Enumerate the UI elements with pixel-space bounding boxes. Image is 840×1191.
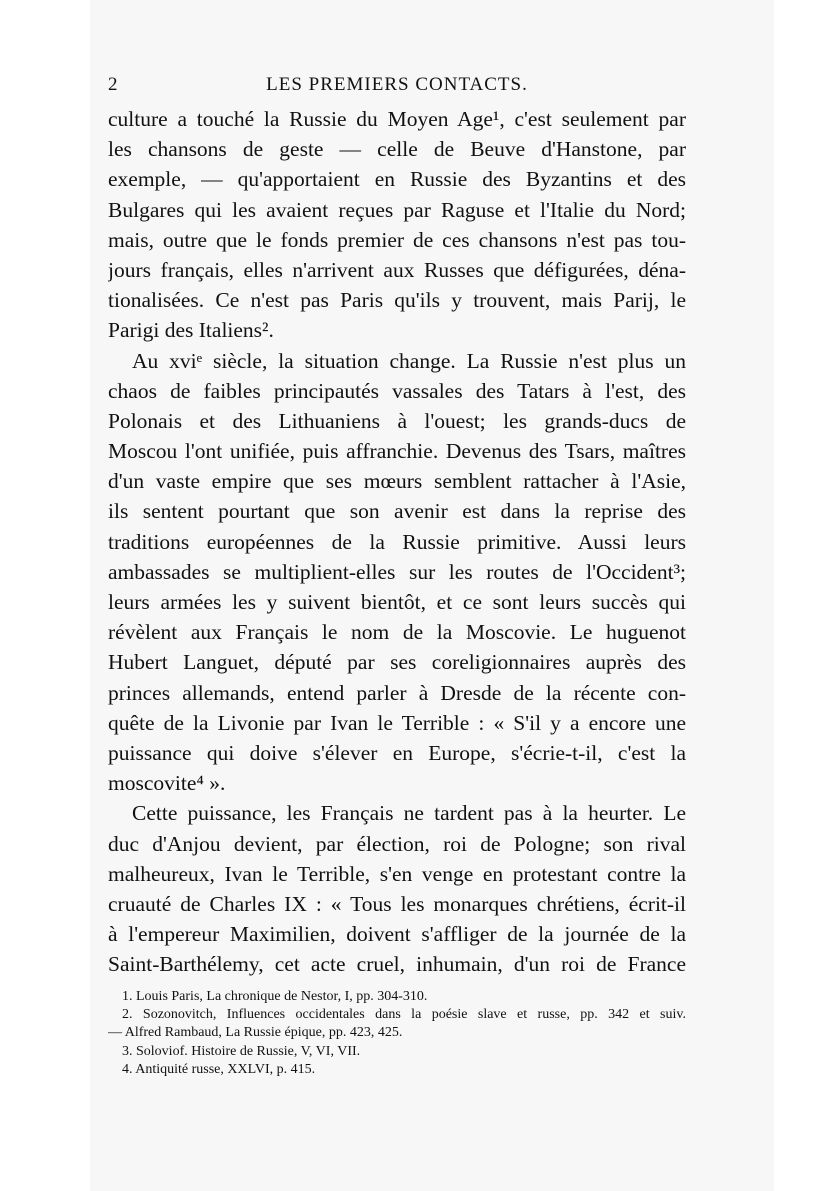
text-line: exemple, — qu'apportaient en Russie des Byzantins et des — [108, 167, 686, 192]
running-title: LES PREMIERS CONTACTS. — [266, 74, 528, 95]
text-line: les chansons de geste — celle de Beuve d'Hanstone, par — [108, 137, 686, 162]
text-line: jours français, elles n'arrivent aux Russes que défigurées, déna- — [108, 257, 686, 282]
text-line: culture a touché la Russie du Moyen Age¹, c'est seulement par — [108, 107, 686, 131]
text-line: Moscou l'ont unifiée, puis affranchie. Devenus des Tsars, maîtres — [108, 439, 686, 464]
footnote-continuation: — Alfred Rambaud, La Russie épique, pp. 423, 425. — [108, 1025, 403, 1041]
text-line: Polonais et des Lithuaniens à l'ouest; les grands-ducs de — [108, 408, 686, 433]
text-line: duc d'Anjou devient, par élection, roi de Pologne; son rival — [108, 831, 686, 856]
text-line: mais, outre que le fonds premier de ces chansons n'est pas tou- — [108, 227, 686, 252]
text-line: Saint-Barthélemy, cet acte cruel, inhumain, d'un roi de France — [108, 952, 686, 977]
footnote: 1. Louis Paris, La chronique de Nestor, I, pp. 304-310. — [122, 989, 428, 1004]
page-header — [108, 74, 686, 98]
footnote: 4. Antiquité russe, XXLVI, p. 415. — [122, 1061, 316, 1077]
text-line: ambassades se multiplient-elles sur les routes de l'Occident³; — [108, 559, 686, 584]
footnote: 2. Sozonovitch, Influences occidentales dans la poésie slave et russe, pp. 342 et suiv. — [122, 1007, 686, 1023]
text-line: tionalisées. Ce n'est pas Paris qu'ils y trouvent, mais Parij, le — [108, 288, 686, 313]
text-line: cruauté de Charles IX : « Tous les monarques chrétiens, écrit-il — [108, 891, 686, 916]
text-line: Hubert Languet, député par ses coreligionnaires auprès des — [108, 650, 686, 675]
text-line: malheureux, Ivan le Terrible, s'en venge en protestant contre la — [108, 861, 686, 886]
text-line: puissance qui doive s'élever en Europe, s'écrie-t-il, c'est la — [108, 740, 686, 765]
text-line: révèlent aux Français le nom de la Moscovie. Le huguenot — [108, 620, 686, 645]
paragraph-start-line: Au xviᵉ siècle, la situation change. La Russie n'est plus un — [132, 348, 686, 373]
page-number: 2 — [108, 74, 119, 95]
text-line: traditions européennes de la Russie primitive. Aussi leurs — [108, 529, 686, 554]
text-line: Bulgares qui les avaient reçues par Raguse et l'Italie du Nord; — [108, 197, 686, 222]
footnotes — [108, 988, 686, 1079]
text-line: d'un vaste empire que ses mœurs semblent rattacher à l'Asie, — [108, 469, 686, 494]
footnote: 3. Soloviof. Histoire de Russie, V, VI, VII. — [122, 1043, 361, 1059]
text-line: princes allemands, entend parler à Dresde de la récente con- — [108, 680, 686, 705]
body-text — [108, 104, 686, 979]
text-line: leurs armées les y suivent bientôt, et ce sont leurs succès qui — [108, 590, 686, 614]
text-line: moscovite⁴ ». — [108, 771, 226, 796]
text-line: à l'empereur Maximilien, doivent s'affliger de la journée de la — [108, 922, 686, 947]
paragraph-start-line: Cette puissance, les Français ne tardent pas à la heurter. Le — [132, 801, 686, 826]
text-line: Parigi des Italiens². — [108, 318, 274, 343]
text-line: ils sentent pourtant que son avenir est dans la reprise des — [108, 499, 686, 524]
text-line: quête de la Livonie par Ivan le Terrible : « S'il y a encore une — [108, 710, 686, 735]
text-line: chaos de faibles principautés vassales des Tatars à l'est, des — [108, 378, 686, 403]
